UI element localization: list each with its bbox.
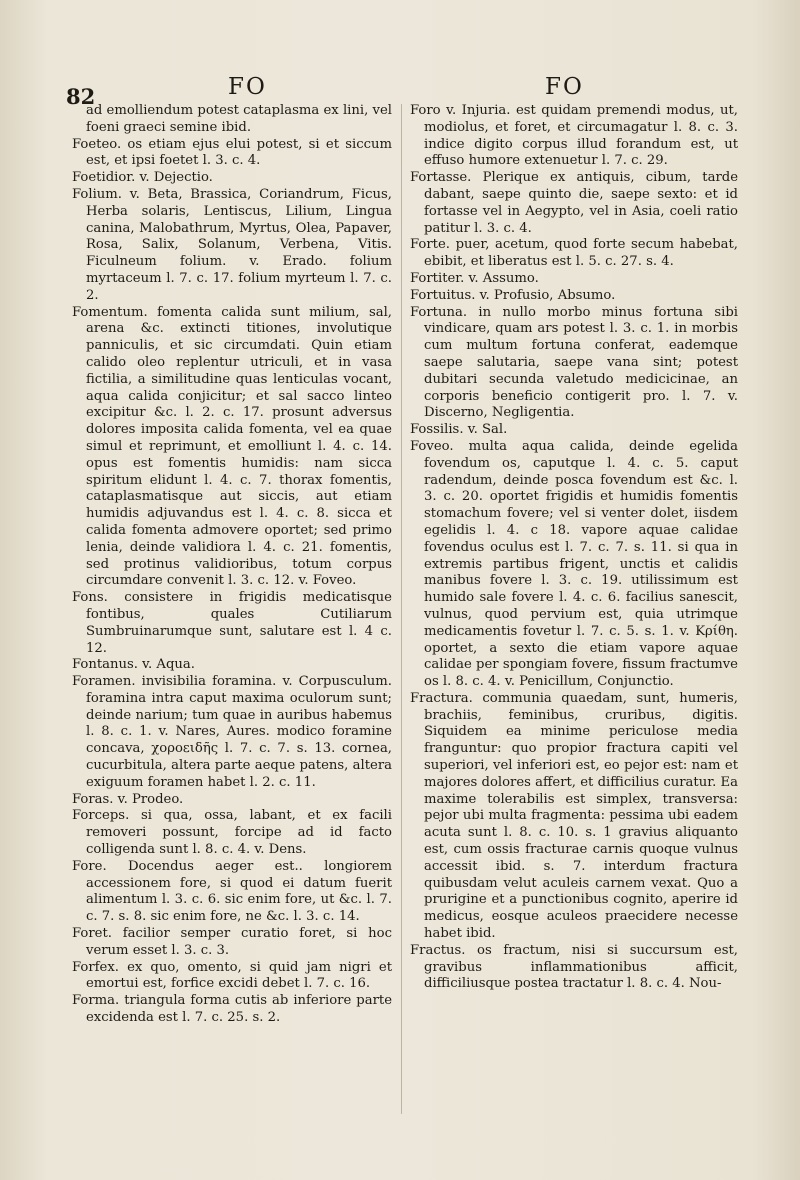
dictionary-entry: Fore. Docendus aeger est.. longiorem accessionem fore, si quod ei datum fuerit alimentum l. 3. c. 6. sic enim fore, ut &c. l. 7. c. 7. s. 8. sic enim fore, ne &c. l. 3. c. 14. bbox=[72, 858, 392, 925]
running-head-left: FO bbox=[228, 74, 267, 100]
dictionary-entry: Folium. v. Beta, Brassica, Coriandrum, Ficus, Herba solaris, Lentiscus, Lilium, Lingua canina, Malobathrum, Myrtus, Olea, Papaver, Rosa, Salix, Solanum, Verbena, Vitis. Ficulneum folium. v. Erado. folium myrtaceum l. 7. c. 17. folium myrteum l. 7. c. 2. bbox=[72, 186, 392, 303]
column-divider bbox=[401, 104, 402, 1114]
dictionary-entry: Foetidior. v. Dejectio. bbox=[72, 170, 213, 186]
dictionary-entry: Fons. consistere in frigidis medicatisque fontibus, quales Cutiliarum Sumbruinarumque sunt, salutare est l. 4 c. 12. bbox=[72, 590, 392, 656]
left-column bbox=[72, 103, 392, 1027]
dictionary-entry: Fortiter. v. Assumo. bbox=[410, 270, 539, 286]
dictionary-entry: Fontanus. v. Aqua. bbox=[72, 657, 195, 673]
dictionary-entry: Forceps. si qua, ossa, labant, et ex facili removeri possunt, forcipe ad id facto colligenda sunt l. 8. c. 4. v. Dens. bbox=[72, 808, 392, 858]
dictionary-entry: Forma. triangula forma cutis ab inferiore parte excidenda est l. 7. c. 25. s. 2. bbox=[72, 993, 392, 1026]
dictionary-entry: Fossilis. v. Sal. bbox=[410, 422, 508, 438]
dictionary-entry: Fractus. os fractum, nisi si succursum est, gravibus inflammationibus afficit, difficiliusque postea tractatur l. 8. c. 4. Nou- bbox=[410, 942, 738, 992]
dictionary-entry: Foras. v. Prodeo. bbox=[72, 791, 184, 807]
dictionary-entry: Foveo. multa aqua calida, deinde egelida fovendum os, caputque l. 4. c. 5. caput radendum, deinde posca fovendum est &c. l. 3. c. 20. oportet frigidis et humidis fomentis stomachum fovere; vel si venter dolet, iisdem egelidis l. 4. c 18. vapore aquae calidae fovendus oculus est l. 7. c. 7. s. 11. si qua in extremis partibus frigent, unctis et calidis manibus fovere l. 3. c. 19. utilissimum est humido sale fovere l. 4. c. 6. facilius sanescit, vulnus, quod pervium est, quia utrimque medicamentis fovetur l. 7. c. 5. s. 1. v. Κρίθη. oportet, a sexto die etiam vapore aquae calidae per spongiam fovere, fissum fractumve os l. 8. c. 4. v. Penicillum, Conjunctio. bbox=[410, 438, 738, 690]
dictionary-entry: Fortasse. Plerique ex antiquis, cibum, tarde dabant, saepe quinto die, saepe sexto: et id fortasse vel in Aegypto, vel in Asia, coeli ratio patitur l. 3. c. 4. bbox=[410, 170, 738, 236]
dictionary-entry: Foro v. Injuria. est quidam premendi modus, ut, modiolus, et foret, et circumagatur l. 8. c. 3. indice digito corpus illud forandum est, ut effuso humore extenuetur l. 7. c. 29. bbox=[410, 103, 738, 169]
page-number: 82 bbox=[66, 84, 96, 109]
dictionary-entry: Forfex. ex quo, omento, si quid jam nigri et emortui est, forfice excidi debet l. 7. c. 16. bbox=[72, 959, 392, 992]
dictionary-entry: Fortuitus. v. Profusio, Absumo. bbox=[410, 287, 616, 303]
dictionary-entry: Fomentum. fomenta calida sunt milium, sal, arena &c. extincti titiones, involutique panniculis, et sic circumdati. Quin etiam calido oleo replentur utriculi, et in vasa fictilia, a similitudine quas lenticulas vocant, aqua calida conjicitur; et sal sacco linteo excipitur &c. l. 2. c. 17. prosunt adversus dolores imposita calida fomenta, vel ea quae simul et reprimunt, et emolliunt l. 4. c. 14. opus est fomentis humidis: nam sicca spiritum elidunt l. 4. c. 7. thorax fomentis, cataplasmatisque aut siccis, aut etiam humidis adjuvandus est l. 4. c. 8. sicca et calida fomenta admovere oportet; sed primo lenia, deinde validiora l. 4. c. 21. fomentis, sed protinus validioribus, totum corpus circumdare convenit l. 3. c. 12. v. Foveo. bbox=[72, 304, 392, 589]
dictionary-entry: ad emolliendum potest cataplasma ex lini, vel foeni graeci semine ibid. bbox=[86, 103, 392, 135]
dictionary-entry: Foramen. invisibilia foramina. v. Corpusculum. foramina intra caput maxima oculorum sunt; deinde narium; tum quae in auribus habemus l. 8. c. 1. v. Nares, Aures. modico foramine concava, χοροειδῆς l. 7. c. 7. s. 13. cornea, cucurbitula, altera parte aeque patens, altera exiguum foramen habet l. 2. c. 11. bbox=[72, 674, 392, 790]
running-head-right: FO bbox=[545, 74, 584, 100]
dictionary-entry: Fortuna. in nullo morbo minus fortuna sibi vindicare, quam ars potest l. 3. c. 1. in morbis cum multum fortuna conferat, eademque saepe salutaria, saepe vana sint; potest dubitari secunda valetudo medicicinae, an corporis beneficio contigerit pro. l. 7. v. Discerno, Negligentia. bbox=[410, 304, 738, 421]
right-column bbox=[410, 103, 738, 993]
dictionary-entry: Foret. facilior semper curatio foret, si hoc verum esset l. 3. c. 3. bbox=[72, 926, 392, 958]
dictionary-entry: Foeteo. os etiam ejus elui potest, si et siccum est, et ipsi foetet l. 3. c. 4. bbox=[72, 136, 392, 169]
dictionary-entry: Forte. puer, acetum, quod forte secum habebat, ebibit, et liberatus est l. 5. c. 27. s. 4. bbox=[410, 237, 738, 270]
dictionary-entry: Fractura. communia quaedam, sunt, humeris, brachiis, feminibus, cruribus, digitis. Siquidem ea minime periculose media franguntur: quo propior fractura capiti vel superiori, vel inferiori est, eo pejor est: nam et majores dolores affert, et difficilius curatur. Ea maxime tolerabilis est simplex, transversa: pejor ubi multa fragmenta: pessima ubi eadem acuta sunt l. 8. c. 10. s. 1 gravius aliquanto est, cum ossis fracturae carnis quoque vulnus accessit ibid. s. 7. interdum fractura quibusdam velut aculeis carnem vexat. Quo a prurigine et a punctionibus cognito, aperire id medicus, eosque aculeos praecidere necesse habet ibid. bbox=[410, 690, 738, 942]
